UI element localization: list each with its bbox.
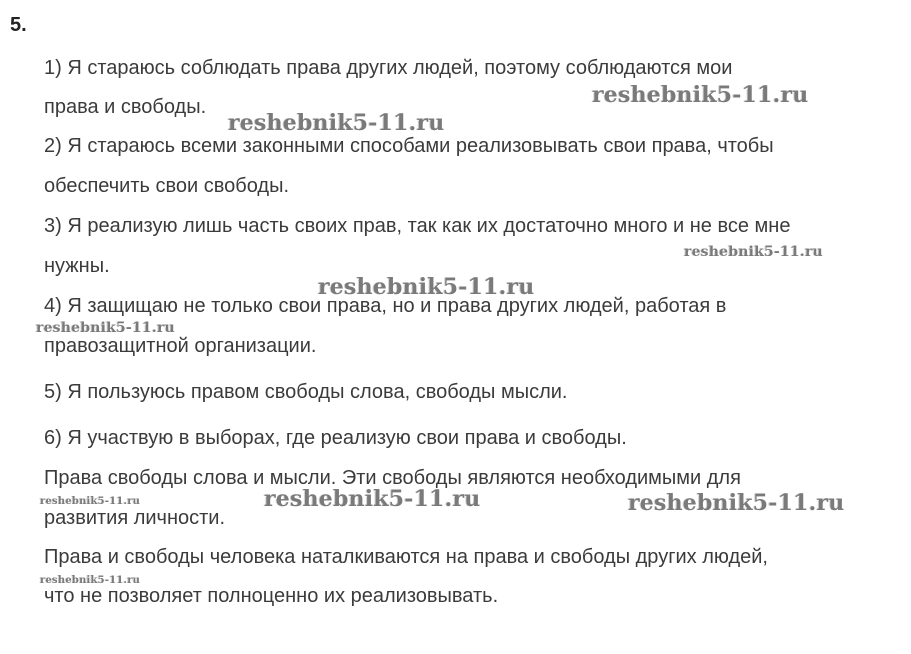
answer-line: 4) Я защищаю не только свои права, но и права других людей, работая в [44,295,727,317]
task-number: 5. [10,14,27,36]
answer-line: Права и свободы человека наталкиваются на права и свободы других людей, [44,546,768,568]
watermark: reshebnik5-11.ru [684,244,823,260]
watermark: reshebnik5-11.ru [40,575,141,586]
answer-line: права и свободы. [44,96,207,118]
answer-line: обеспечить свои свободы. [44,175,290,197]
answer-line: 5) Я пользуюсь правом свободы слова, свободы мысли. [44,381,568,403]
answer-line: Права свободы слова и мысли. Эти свободы являются необходимыми для [44,467,741,489]
watermark: reshebnik5-11.ru [264,486,481,512]
watermark: reshebnik5-11.ru [36,320,175,336]
answer-line: развития личности. [44,507,226,529]
watermark: reshebnik5-11.ru [318,274,535,300]
answer-line: 2) Я стараюсь всеми законными способами реализовывать свои права, чтобы [44,135,774,157]
watermark: reshebnik5-11.ru [592,82,809,108]
answer-line: 1) Я стараюсь соблюдать права других людей, поэтому соблюдаются мои [44,57,733,79]
answer-line: 6) Я участвую в выборах, где реализую свои права и свободы. [44,427,627,449]
watermark: reshebnik5-11.ru [228,110,445,136]
answer-line: что не позволяет полноценно их реализовывать. [44,585,499,607]
watermark: reshebnik5-11.ru [40,496,141,507]
answer-line: 3) Я реализую лишь часть своих прав, так как их достаточно много и не все мне [44,215,791,237]
answer-line: нужны. [44,255,110,277]
watermark: reshebnik5-11.ru [628,490,845,516]
answer-line: правозащитной организации. [44,335,317,357]
